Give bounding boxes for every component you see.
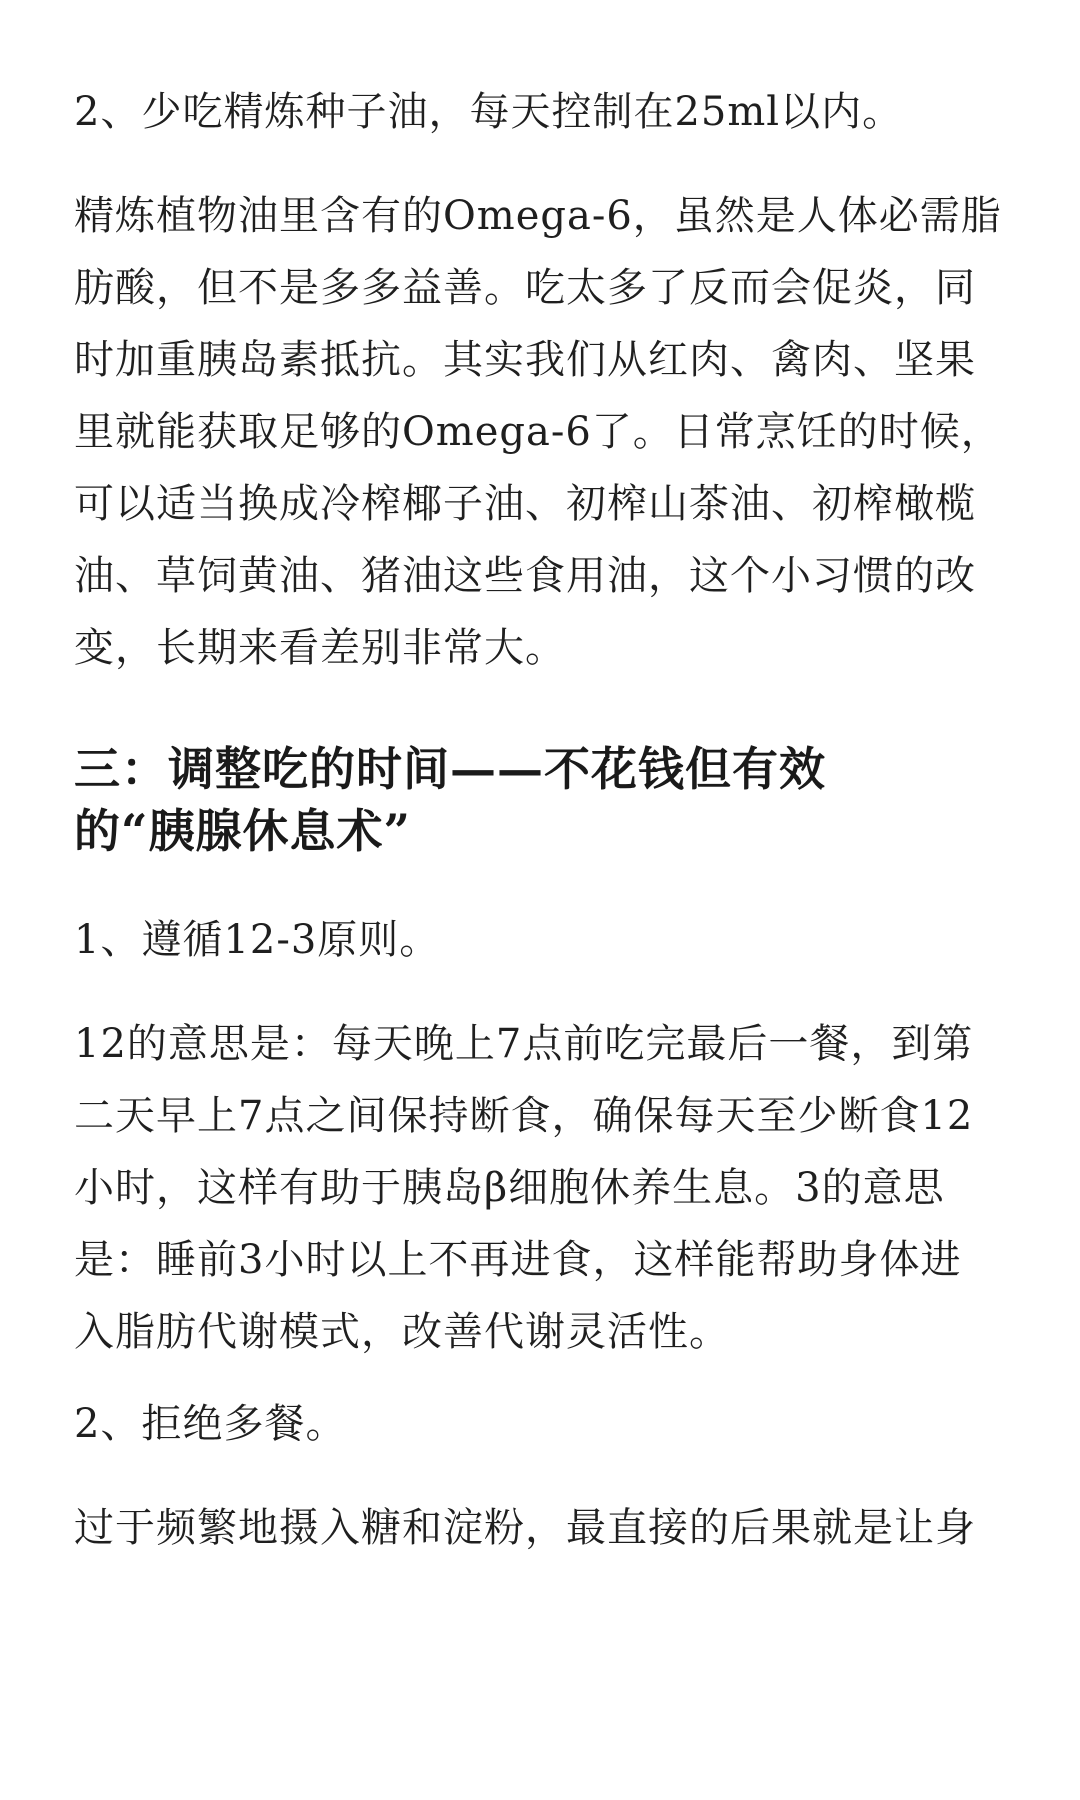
omega6-paragraph: 精炼植物油里含有的Omega-6，虽然是人体必需脂 肪酸，但不是多多益善。吃太多了反而会促炎，同 时加重胰岛素抵抗。其实我们从红肉、禽肉、坚果 里就能获取足够的Omega-6了。日常烹饪的时候， 可以适当换成冷榨椰子油、初榨山茶油、初榨橄榄 油、草饲黄油、猪油这些食用油，这个小习惯的改 变，长期来看差别非常大。: [74, 193, 1002, 671]
12-3-rule-paragraph: 12的意思是：每天晚上7点前吃完最后一餐，到第 二天早上7点之间保持断食，确保每天至少断食12 小时，这样有助于胰岛β细胞休养生息。3的意思 是：睡前3小时以上不再进食，这样能帮助身体进 入脂肪代谢模式，改善代谢灵活性。: [74, 1021, 974, 1355]
tip-2-no-frequent-meals: 2、拒绝多餐。: [74, 1401, 347, 1447]
frequent-meals-paragraph: 过于频繁地摄入糖和淀粉，最直接的后果就是让身: [74, 1505, 976, 1551]
tip-1-12-3-rule: 1、遵循12-3原则。: [74, 917, 441, 963]
tip-2-seed-oil: 2、少吃精炼种子油，每天控制在25ml以内。: [74, 89, 904, 135]
section-heading-meal-timing: 三：调整吃的时间——不花钱但有效 的“胰腺休息术”: [74, 742, 826, 858]
